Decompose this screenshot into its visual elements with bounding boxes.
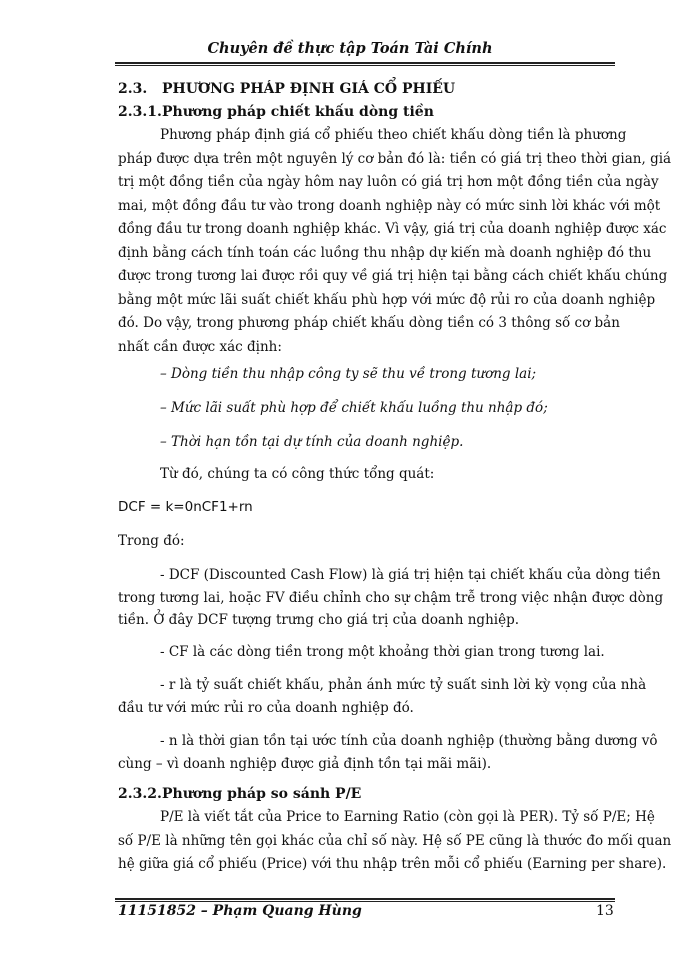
para1-line: định bằng cách tính toán các luồng thu nhập dự kiến mà doanh nghiệp đó thu [118, 245, 652, 261]
def-dcf-line: - DCF (Discounted Cash Flow) là giá trị hiện tại chiết khấu của dòng tiền [160, 567, 661, 583]
para1-line: bằng một mức lãi suất chiết khấu phù hợp với mức độ rủi ro của doanh nghiệp [118, 292, 656, 308]
header-rule [115, 62, 615, 64]
para2-line: hệ giữa giá cổ phiếu (Price) với thu nhập trên mỗi cổ phiếu (Earning per share). [118, 856, 667, 872]
footer-rule [115, 898, 615, 900]
def-r-line: đầu tư với mức rủi ro của doanh nghiệp đó. [118, 700, 414, 716]
para2-line: P/E là viết tắt của Price to Earning Ratio (còn gọi là PER). Tỷ số P/E; Hệ [160, 809, 655, 825]
para1-line: mai, một đồng đầu tư vào trong doanh nghiệp này có mức sinh lời khác với một [118, 198, 661, 214]
def-cf-line: - CF là các dòng tiền trong một khoảng thời gian trong tương lai. [160, 644, 605, 660]
formula-intro: Từ đó, chúng ta có công thức tổng quát: [160, 466, 435, 482]
para1-line: pháp được dựa trên một nguyên lý cơ bản đó là: tiền có giá trị theo thời gian, giá [118, 151, 672, 167]
para2-line: số P/E là những tên gọi khác của chỉ số này. Hệ số PE cũng là thước đo mối quan [118, 833, 672, 849]
para1-line: trị một đồng tiền của ngày hôm nay luôn có giá trị hơn một đồng tiền của ngày [118, 174, 659, 190]
bullet-item: – Dòng tiền thu nhập công ty sẽ thu về trong tương lai; [160, 366, 537, 382]
def-n-line: - n là thời gian tồn tại ước tính của doanh nghiệp (thường bằng dương vô [160, 733, 658, 749]
def-n-line: cùng – vì doanh nghiệp được giả định tồn tại mãi mãi). [118, 756, 492, 772]
page-number: 13 [596, 903, 614, 919]
para1-line: nhất cần được xác định: [118, 339, 282, 355]
subsection-1-number: 2.3.1. [118, 104, 162, 120]
para1-line: đồng đầu tư trong doanh nghiệp khác. Vì vậy, giá trị của doanh nghiệp được xác [118, 221, 667, 237]
page-header-title: Chuyên đề thực tập Toán Tài Chính [207, 40, 493, 57]
where-label: Trong đó: [118, 533, 185, 549]
def-r-line: - r là tỷ suất chiết khấu, phản ánh mức tỷ suất sinh lời kỳ vọng của nhà [160, 677, 647, 693]
def-dcf-line: trong tương lai, hoặc FV điều chỉnh cho sự chậm trễ trong việc nhận được dòng [118, 590, 664, 606]
para1-line: đó. Do vậy, trong phương pháp chiết khấu dòng tiền có 3 thông số cơ bản [118, 315, 620, 331]
bullet-item: – Mức lãi suất phù hợp để chiết khấu luồng thu nhập đó; [160, 400, 548, 416]
subsection-2-title: Phương pháp so sánh P/E [162, 786, 362, 802]
footer-author: 11151852 – Phạm Quang Hùng [118, 903, 362, 919]
dcf-formula: DCF = k=0nCF1+rn [118, 499, 253, 515]
section-number: 2.3. [118, 81, 148, 97]
subsection-1-title: Phương pháp chiết khấu dòng tiền [162, 104, 434, 120]
bullet-item: – Thời hạn tồn tại dự tính của doanh nghiệp. [160, 434, 464, 450]
header-rule-thin [115, 65, 615, 66]
para1-line: Phương pháp định giá cổ phiếu theo chiết khấu dòng tiền là phương [160, 127, 627, 143]
para1-line: được trong tương lai được rồi quy về giá trị hiện tại bằng cách chiết khấu chúng [118, 268, 668, 284]
subsection-2-number: 2.3.2. [118, 786, 162, 802]
section-title: PHƯƠNG PHÁP ĐỊNH GIÁ CỔ PHIẾU [162, 81, 456, 97]
def-dcf-line: tiền. Ở đây DCF tượng trưng cho giá trị của doanh nghiệp. [118, 612, 520, 628]
footer-rule-thin [115, 901, 615, 902]
